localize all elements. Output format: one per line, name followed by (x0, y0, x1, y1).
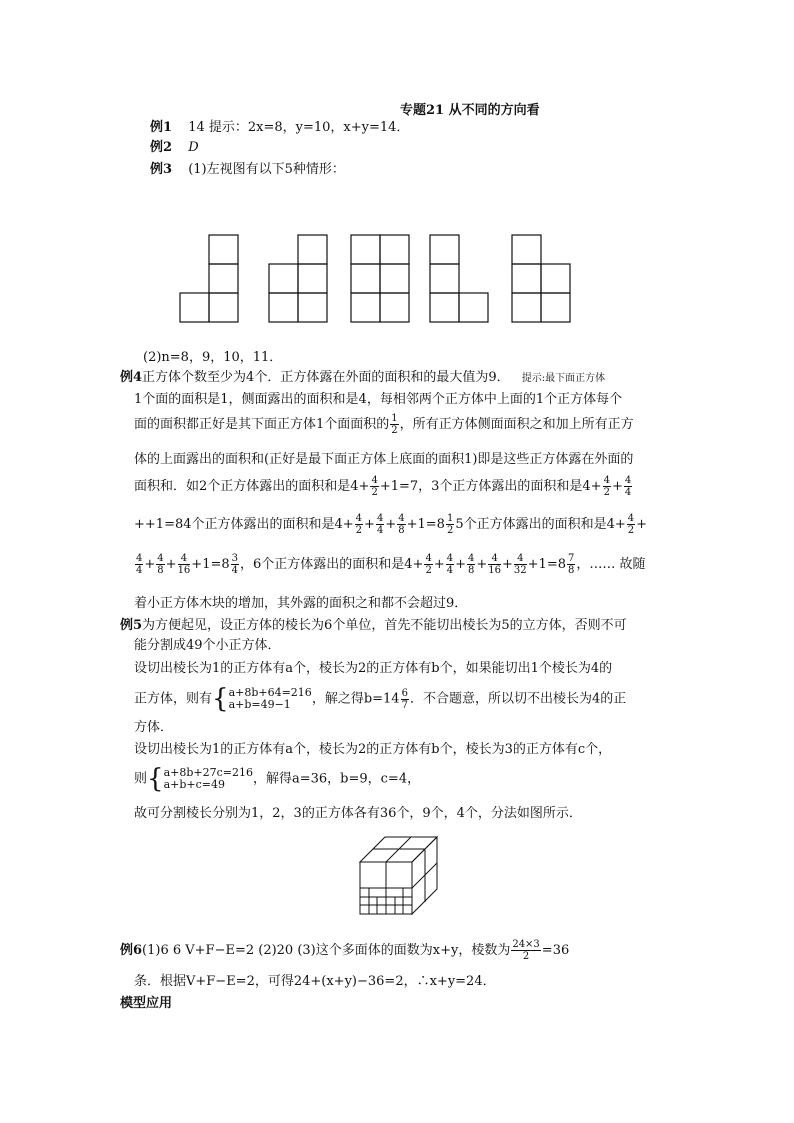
example-label: 例2 (150, 140, 173, 155)
left-view-2 (269, 235, 327, 322)
section-heading: 模型应用 (120, 996, 173, 1011)
example-label: 例4 (120, 370, 143, 385)
example-2-text: D (188, 140, 199, 155)
hint-label: 提示:最下面正方体 (521, 373, 606, 384)
example-4-line-2: 1个面的面积是1，侧面露出的面积和是4，每相邻两个正方体中上面的1个正方体每个 (134, 392, 623, 407)
cube-division-figure (355, 830, 445, 920)
example-4-line-8: 着小正方体木块的增加，其外露的面积之和都不会超过9． (134, 596, 468, 611)
example-5-line-7: 则{ a+8b+27c=216 a+b+c=49 ，解得a=36，b=9，c=4， (134, 764, 421, 794)
example-4-line-6: ++1=84个正方体露出的面积和是4+ $\frac{4}{2}$ + $\frac{4}{4}$ + $\frac{4}{8}$ +1=8 $\frac{1}{2}$ 5个正方体露出的面积和是4+ $\frac{4}{2}$ + (134, 513, 648, 536)
example-5-line-5: 方体． (134, 720, 174, 735)
left-view-1 (180, 235, 238, 322)
example-label: 例1 (150, 120, 173, 135)
example-3 (150, 160, 345, 180)
example-5-line-4: 正方体，则有{ a+8b+64=216 a+b=49−1 ，解之得b=14 $\frac{6}{7}$ ．不合题意，所以切不出棱长为4的正 (134, 684, 627, 714)
example-label: 例5 (120, 618, 143, 633)
left-views-figure (175, 230, 575, 330)
example-4-line-3: 面的面积都正好是其下面正方体1个面面积的 $\frac{1}{2}$ ，所有正方体侧面面积之和加上所有正方 (134, 413, 634, 436)
example-6-line-1: 例6(1)6 6 V+F−E=2 (2)20 (3)这个多面体的面数为x+y，棱数为 $\frac{24\times 3}{2}$ =36 (120, 939, 570, 962)
example-4-line-4: 体的上面露出的面积和(正好是最下面正方体上底面的面积1)即是这些正方体露在外面的 (134, 452, 634, 467)
example-5-line-6: 设切出棱长为1的正方体有a个，棱长为2的正方体有b个，棱长为3的正方体有c个， (134, 742, 612, 757)
example-label: 例3 (150, 162, 173, 177)
example-4-line-7: $\frac{4}{4}$ + $\frac{4}{8}$ + $\frac{4}{16}$ +1=8 $\frac{3}{4}$ ，6个正方体露出的面积和是4+ $\frac{4}{2}$ + $\frac{4}{4}$ + $\frac{4}{8}$ + $\frac{4}{16}$ + $\frac{4}{32}$ +1=8 $\frac{7}{8}$ ，…… 故随 (136, 553, 646, 576)
example-1 (150, 118, 409, 138)
example-4-line-1: 例4正方体个数至少为4个．正方体露在外面的面积和的最大值为9． 提示:最下面正方体 (120, 370, 606, 385)
example-6-line-2: 条．根据V+F−E=2，可得24+(x+y)−36=2，∴x+y=24． (134, 974, 496, 989)
left-view-5 (512, 235, 570, 322)
left-view-3 (351, 235, 409, 322)
example-2 (150, 138, 199, 158)
left-view-4 (430, 235, 488, 322)
example-5-line-3: 设切出棱长为1的正方体有a个，棱长为2的正方体有b个，如果能切出1个棱长为4的 (134, 661, 613, 676)
example-5-line-2: 能分割成49个小正方体． (134, 638, 281, 653)
example-3-text: (1)左视图有以下5种情形： (188, 162, 345, 177)
example-4-line-5: 面积和．如2个正方体露出的面积和是4+ $\frac{4}{2}$ +1=7，3个正方体露出的面积和是4+ $\frac{4}{2}$ + $\frac{4}{4}$ (134, 475, 632, 498)
page-title: 专题21 从不同的方向看 (400, 103, 540, 118)
example-5-line-8: 故可分割棱长分别为1，2，3的正方体各有36个，9个，4个，分法如图所示． (134, 806, 582, 821)
example-label: 例6 (120, 943, 143, 958)
example-3-part2: (2)n=8，9，10，11． (143, 350, 283, 365)
example-5-line-1: 例5为方便起见，设正方体的棱长为6个单位，首先不能切出棱长为5的立方体，否则不可 (120, 618, 627, 633)
example-1-text: 14 提示：2x=8，y=10，x+y=14． (188, 120, 410, 135)
